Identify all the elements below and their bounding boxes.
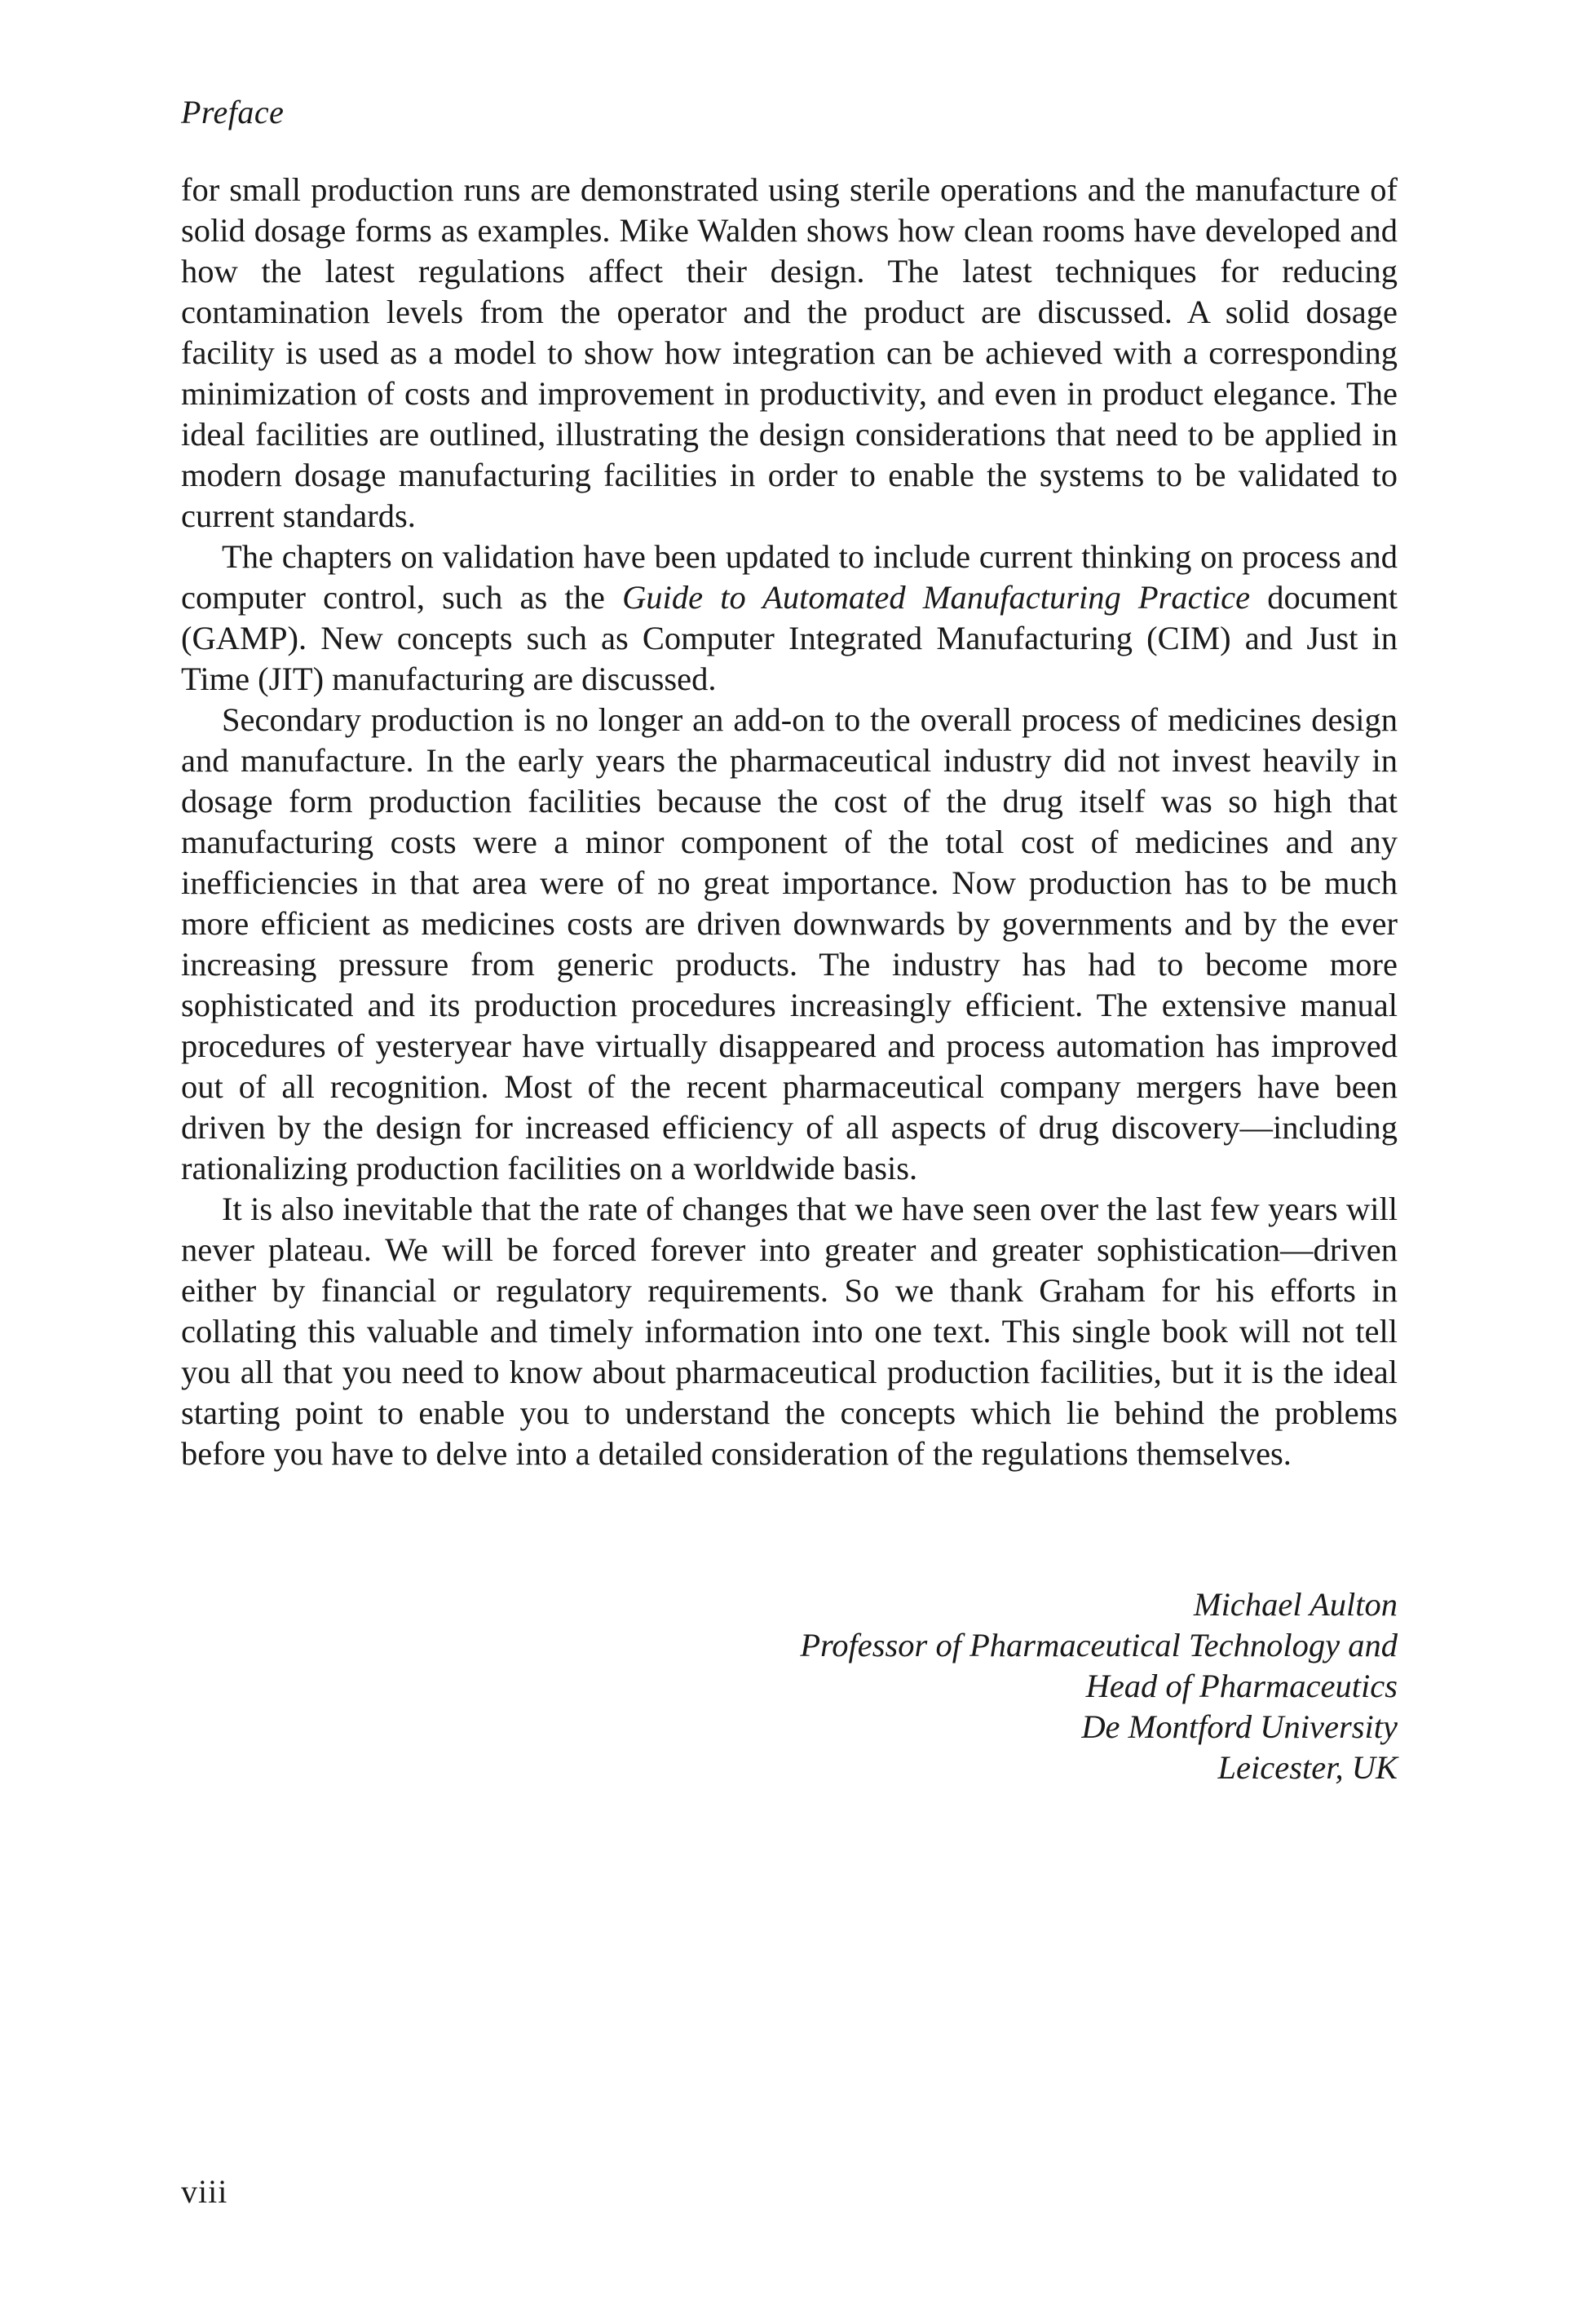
page-number: viii [181,2173,228,2210]
paragraph-secondary-production: Secondary production is no longer an add-on to the overall process of medicines design and manufacture. In the early years the pharmaceutical industry did not invest heavily in dosage form production facilities because the cost of the drug itself was so high that manufacturing costs were a minor component of the total cost of medicines and any inefficiencies in that area were of no great importance. Now production has to be much more efficient as medicines costs are driven downwards by governments and by the ever increasing pressure from generic products. The industry has had to become more sophisticated and its production procedures increasingly efficient. The extensive manual procedures of yesteryear have virtually disappeared and process automation has improved out of all recognition. Most of the recent pharmaceutical company mergers have been driven by the design for increased efficiency of all aspects of drug discovery—including rationalizing production facilities on a worldwide basis. [181,701,1398,1186]
signature-location: Leicester, UK [1217,1749,1398,1786]
preface-body [181,170,1398,1474]
paragraph-conclusion: It is also inevitable that the rate of changes that we have seen over the last few years will never plateau. We will be forced forever into greater and greater sophistication—driven either by financial or regulatory requirements. So we thank Graham for his efforts in collating this valuable and timely information into one text. This single book will not tell you all that you need to know about pharmaceutical production facilities, but it is the ideal starting point to enable you to understand the concepts which lie behind the problems before you have to delve into a detailed consideration of the regulations themselves. [181,1191,1398,1472]
gamp-guide-title: Guide to Automated Manufacturing Practice [622,579,1251,616]
paragraph-validation-tail: document (GAMP). New concepts such as Computer Integrated Manufacturing (CIM) and Just in Time (JIT) manufacturing are discussed. [181,579,1398,697]
signature-title-line-1: Professor of Pharmaceutical Technology and [800,1627,1398,1663]
running-head: Preface [181,94,285,130]
paragraph-validation [181,537,1398,700]
signature-title-line-2: Head of Pharmaceutics [1085,1668,1398,1704]
signature-institution: De Montford University [1081,1708,1398,1745]
paragraph-validation-lead: The chapters on validation have been updated to include current thinking on process and computer control, such as the [181,538,1398,616]
paragraph-continuation: for small production runs are demonstrated using sterile operations and the manufacture of solid dosage forms as examples. Mike Walden shows how clean rooms have developed and how the latest regulations affect their design. The latest techniques for reducing contamination levels from the operator and the product are discussed. A solid dosage facility is used as a model to show how integration can be achieved with a corresponding minimization of costs and improvement in productivity, and even in product elegance. The ideal facilities are outlined, illustrating the design considerations that need to be applied in modern dosage manufacturing facilities in order to enable the systems to be validated to current standards. [181,171,1398,534]
signature-block [501,1584,1398,1788]
signature-name: Michael Aulton [1193,1586,1398,1623]
